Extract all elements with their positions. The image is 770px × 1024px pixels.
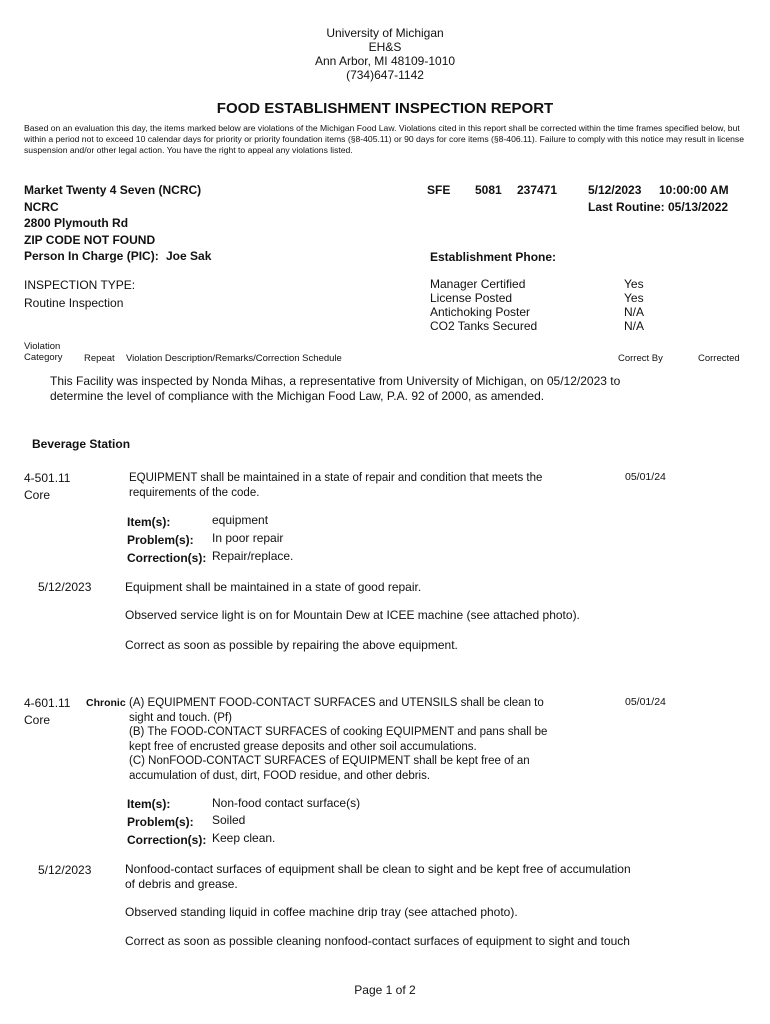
violation-description <box>129 696 609 783</box>
establishment-name: Market Twenty 4 Seven (NCRC) <box>24 183 202 197</box>
page-number: Page 1 of 2 <box>354 983 416 997</box>
inspection-type-value: Routine Inspection <box>24 296 124 310</box>
violation-table-header <box>24 340 749 368</box>
value-license-posted: Yes <box>624 291 644 305</box>
establishment-address: 2800 Plymouth Rd <box>24 216 129 230</box>
inspection-statement: This Facility was inspected by Nonda Mihas, a representative from University of Michigan, on 05/12/2023 to determine the level of compliance with the Michigan Food Law, P.A. 92 of 2000, as amended. <box>50 374 621 403</box>
value-antichoking-poster: N/A <box>624 305 645 319</box>
note-paragraph: Correct as soon as possible by repairing the above equipment. <box>125 638 458 652</box>
correct-by-date: 05/01/24 <box>625 696 666 708</box>
description-line: accumulation of dust, dirt, FOOD residue, and other debris. <box>129 769 431 782</box>
check-license-posted: License Posted <box>430 291 513 305</box>
header-description: Violation Description/Remarks/Correction Schedule <box>126 353 342 364</box>
note-date: 5/12/2023 <box>38 580 92 594</box>
header-repeat: Repeat <box>84 353 115 364</box>
header-corrected: Corrected <box>698 353 740 364</box>
license-code: 5081 <box>475 183 502 197</box>
correction-label: Correction(s): <box>127 833 207 847</box>
description-line: kept free of encrusted grease deposits and other soil accumulations. <box>129 740 477 753</box>
value-co2-tanks: N/A <box>624 319 645 333</box>
repeat-flag: Chronic <box>86 697 126 709</box>
last-routine-date: 05/13/2022 <box>668 200 729 214</box>
violation-category: Core <box>24 488 51 502</box>
establishment-phone-label: Establishment Phone: <box>430 250 557 264</box>
problems-value: In poor repair <box>212 531 284 545</box>
problems-label: Problem(s): <box>127 533 194 547</box>
license-type: SFE <box>427 183 451 197</box>
description-line: requirements of the code. <box>129 486 260 499</box>
org-dept: EH&S <box>368 40 402 54</box>
inspection-date: 5/12/2023 <box>588 183 642 197</box>
report-title: FOOD ESTABLISHMENT INSPECTION REPORT <box>216 100 554 117</box>
check-antichoking-poster: Antichoking Poster <box>430 305 531 319</box>
value-manager-certified: Yes <box>624 277 644 291</box>
note-line: of debris and grease. <box>125 877 238 891</box>
compliance-values <box>624 277 644 333</box>
establishment-zip: ZIP CODE NOT FOUND <box>24 233 156 247</box>
description-line: sight and touch. (Pf) <box>129 711 232 724</box>
note-paragraph: Correct as soon as possible cleaning nonfood-contact surfaces of equipment to sight and touch <box>125 934 630 948</box>
description-line: (B) The FOOD-CONTACT SURFACES of cooking EQUIPMENT and pans shall be <box>129 726 548 738</box>
items-label: Item(s): <box>127 515 171 529</box>
correction-value: Keep clean. <box>212 831 276 845</box>
violation-description <box>129 471 609 500</box>
inspection-time: 10:00:00 AM <box>659 183 729 197</box>
correction-value: Repair/replace. <box>212 549 294 563</box>
intro-paragraph: Based on an evaluation this day, the items marked below are violations of the Michigan Food Law. Violations cited in this report shall be corrected within the time frames specified below, but within a period not to exceed 10 calendar days for priority or priority foundation items (§8-405.11) or 90 days for core items (§8-406.11). Failure to comply with this notice may result in license suspension and/or other legal action. You have the right to appeal any violations listed. <box>24 123 744 155</box>
note-line: Nonfood-contact surfaces of equipment shall be clean to sight and be kept free of accumulation <box>125 862 631 876</box>
note-paragraph: Observed standing liquid in coffee machine drip tray (see attached photo). <box>125 905 518 919</box>
items-value: Non-food contact surface(s) <box>212 796 361 810</box>
check-co2-tanks: CO2 Tanks Secured <box>430 319 538 333</box>
person-in-charge-name: Joe Sak <box>166 249 212 263</box>
description-line: (C) NonFOOD-CONTACT SURFACES of EQUIPMENT shall be kept free of an <box>129 755 530 767</box>
correct-by-date: 05/01/24 <box>625 471 666 483</box>
compliance-checks <box>430 277 537 333</box>
problems-value: Soiled <box>212 813 246 827</box>
violation-code: 4-601.11 <box>24 696 71 710</box>
violation-category: Core <box>24 713 51 727</box>
license-number: 237471 <box>517 183 558 197</box>
description-line: EQUIPMENT shall be maintained in a state of repair and condition that meets the <box>129 472 543 484</box>
header-category: Category <box>24 352 63 363</box>
items-value: equipment <box>212 513 269 527</box>
note-paragraph: Observed service light is on for Mountain Dew at ICEE machine (see attached photo). <box>125 608 580 622</box>
violation-code: 4-501.11 <box>24 471 71 485</box>
check-manager-certified: Manager Certified <box>430 277 526 291</box>
header-violation: Violation <box>24 341 61 352</box>
correction-label: Correction(s): <box>127 551 207 565</box>
org-phone: (734)647-1142 <box>346 68 424 82</box>
org-city: Ann Arbor, MI 48109-1010 <box>314 54 456 68</box>
org-name: University of Michigan <box>326 26 444 40</box>
note-date: 5/12/2023 <box>38 863 92 877</box>
note-paragraph <box>125 862 631 892</box>
items-label: Item(s): <box>127 797 171 811</box>
establishment-line2: NCRC <box>24 200 59 214</box>
description-line: (A) EQUIPMENT FOOD-CONTACT SURFACES and UTENSILS shall be clean to <box>129 697 544 709</box>
section-heading: Beverage Station <box>32 437 131 451</box>
organization-block <box>0 26 770 82</box>
header-correct-by: Correct By <box>618 353 663 364</box>
problems-label: Problem(s): <box>127 815 194 829</box>
note-paragraph: Equipment shall be maintained in a state of good repair. <box>125 580 422 594</box>
inspection-type-label: INSPECTION TYPE: <box>24 278 136 292</box>
last-routine-label: Last Routine: <box>588 200 665 214</box>
person-in-charge-label: Person In Charge (PIC): <box>24 249 159 263</box>
